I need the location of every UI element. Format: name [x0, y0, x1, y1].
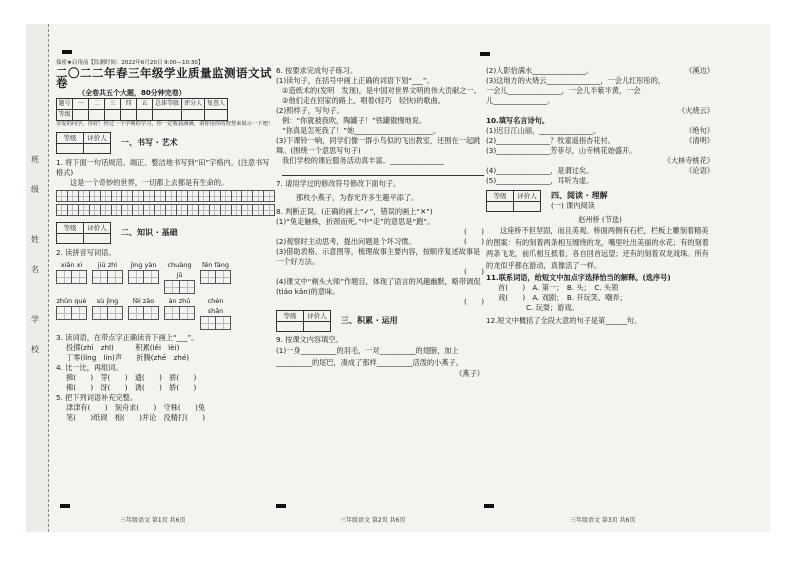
answer-paren[interactable]: ( ) [464, 267, 484, 276]
grader-label: 评价人 [84, 133, 111, 144]
section-heading: 四、阅读 · 理解 [551, 191, 608, 200]
binding-label: 姓 [31, 235, 39, 244]
grade-label: 等级 [277, 311, 304, 322]
question-9-3: (3)这地方的火烧云_______________，一会儿红彤彤的， [486, 76, 666, 85]
page-footer: 三年级语文 第1页 共6页 [120, 517, 186, 524]
grade-label: 等级 [487, 191, 514, 202]
reading-title: 赵州桥 (节选) [578, 215, 622, 224]
question-5-line: 笔( )纸砚 相( )并论 没精打( ) [66, 413, 206, 422]
question-6-1: (1)读句子，在括号中画上正确的词语下划“___”。 [276, 76, 434, 85]
question-10: 10.填写名言诗句。 [486, 116, 550, 125]
grade-cell[interactable] [487, 202, 514, 212]
score-header: 二 [89, 99, 105, 110]
section-heading: 二、知识 · 基础 [121, 228, 178, 237]
question-6-3a: 我们学校的课后服务活动真丰富。_______________ [282, 156, 444, 165]
question-2: 2. 读拼音写词语。 [56, 248, 116, 257]
answer-grid[interactable] [56, 270, 87, 284]
page-footer: 三年级语文 第2页 共6页 [340, 517, 406, 524]
registration-mark [480, 52, 490, 56]
grader-cell[interactable] [514, 202, 541, 212]
writing-grid[interactable] [56, 204, 274, 216]
section-heading: 一、书写 · 艺术 [121, 138, 178, 147]
question-3: 3. 读词语，在带点字正确读音下画上“___”。 [56, 333, 199, 342]
question-10-1: (1)迟日江山丽，_______________。 [486, 126, 601, 135]
page-footer: 三年级语文 第3页 共6页 [570, 517, 636, 524]
question-1: 1. 将下面一句话规范、端正、整洁地书写到“田”字格内。(注意书写格式) [56, 158, 270, 177]
answer-grid[interactable] [200, 316, 231, 330]
question-5-line: 津津有( ) 刻舟求( ) 守株( )兔 [66, 403, 206, 412]
score-cell[interactable] [205, 110, 228, 121]
question-9-1: (1)一身__________的羽毛，一对__________的翅膀，加上__________的尾巴，凑成了那样__________活泼的小燕子。 [276, 346, 463, 367]
writing-grid[interactable] [56, 190, 274, 202]
pinyin: jiū zhì [97, 261, 118, 269]
answer-grid[interactable] [92, 306, 123, 320]
binding-strip [26, 24, 49, 532]
pinyin: fēi zāo [132, 297, 155, 305]
answer-paren[interactable]: ( ) [464, 297, 484, 306]
question-6-2: (2)照样子，写句子。 [276, 106, 344, 115]
answer-paren[interactable]: ( ) [464, 237, 484, 246]
grader-label: 评价人 [84, 223, 111, 234]
grader-label: 评价人 [304, 311, 331, 322]
binding-label: 校 [31, 345, 39, 354]
binding-label: 班 [31, 155, 39, 164]
binding-label: 学 [31, 315, 39, 324]
copy-sentence: 这是一个奇妙的世界，一切都上去都是有生命的。 [70, 178, 229, 187]
answer-grid[interactable] [200, 270, 231, 284]
score-cell[interactable] [153, 110, 182, 121]
score-header: 评分人 [182, 99, 205, 110]
answer-grid[interactable] [92, 270, 123, 284]
question-8-4: (4)课文中“剃头大师”作题目，体现了语言的风趣幽默，略带调侃(tiáo kǎn)的意味。 [276, 277, 481, 296]
question-11: 11.联系词语，给短文中加点字选择恰当的解释。(选序号) [486, 273, 671, 282]
question-7: 7. 请用学过的修改符号修改下面句子。 [276, 179, 401, 188]
binding-label: 名 [31, 265, 39, 274]
answer-grid[interactable] [128, 306, 159, 320]
grade-box [56, 222, 111, 244]
exam-title: 二〇二二年春三年级学业质量监测语文试卷 [56, 66, 272, 90]
question-8: 8. 判断正误。(正确的画上“✓”，错误的画上“✕”) [276, 207, 433, 216]
source-title: 《绝句》 [685, 126, 714, 135]
question-12: 12.短文中概括了全段大意的句子是第______句。 [486, 316, 642, 325]
question-6-1a: ①造纸术的(发明 发现)，是中国对世界文明的伟大贡献之一。 [282, 86, 481, 95]
section-subheading: (一) 课内阅读 [551, 201, 595, 210]
question-9-2: (2)人影恰满水_______________。 [486, 66, 594, 75]
score-cell[interactable] [137, 110, 153, 121]
grade-box [276, 310, 331, 332]
answer-grid[interactable] [164, 306, 195, 320]
greeting: 亲爱的同学，你好！经过一个学期的学习，你一定收获满满，请你用你的智慧来展示一下吧！ [56, 121, 274, 127]
question-5: 5. 把下列词语补充完整。 [56, 393, 138, 402]
grade-box [486, 190, 541, 212]
grader-cell[interactable] [84, 234, 111, 244]
pinyin: zhūn què [56, 297, 87, 305]
score-header: 题号 [57, 99, 73, 110]
grader-cell[interactable] [304, 322, 331, 332]
pinyin-row [56, 296, 274, 330]
question-8-3: (3)借助表格、示意图等，梳理故事主要内容，按顺序复述故事是一个好方法。 [276, 247, 481, 266]
grade-label: 等级 [57, 223, 84, 234]
answer-paren[interactable]: ( ) [464, 227, 484, 236]
registration-mark [276, 504, 286, 508]
question-10-2: (2)_______________？牧童遥指杏花村。 [486, 136, 615, 145]
question-10-5: (5)_______________，耳听为虚。 [486, 176, 594, 185]
question-3-line: 投掷(zhì zhī) 积累(lěi lèi) [66, 343, 180, 352]
answer-grid[interactable] [164, 280, 195, 294]
question-6-1b: ②他们走在回家的路上，唱着(轻巧 轻快)的歌曲。 [282, 96, 445, 105]
question-6-2b: “你真是怎死我了！”她______________________。 [282, 126, 441, 135]
pinyin: chén shān [207, 297, 224, 315]
section-heading: 三、积累 · 运用 [341, 316, 398, 325]
question-9-3: 一会儿_______________，一会儿半紫半黄，一会 [486, 86, 641, 95]
question-10-3: (3)_______________芳菲尽，山寺桃花始盛开。 [486, 146, 637, 155]
reading-passage: 这座桥不但坚固，而且美观。桥面两侧有石栏，栏板上雕刻着精美的图案：有的刻着两条相互缠绕的龙，嘴里吐出美丽的水花；有的刻着两条飞龙，前爪相互抵着，各自回首远望；还有的刻着双龙戏珠。所有的龙似乎都在游动，真像活了一样。 [486, 226, 709, 270]
question-8-1: (1)“兔走触株，折颈而死。”中“走”的意思是“跑”。 [276, 217, 435, 226]
grader-label: 评价人 [514, 191, 541, 202]
source-title: 《溪边》 [685, 66, 714, 75]
question-9: 9. 按课文内容填空。 [276, 335, 343, 344]
binding-label: 级 [31, 185, 39, 194]
source-title: 《火烧云》 [678, 106, 714, 115]
answer-grid[interactable] [56, 306, 87, 320]
question-7-sentence: 那枚小燕子，为春光许多生趣平添了。 [296, 193, 419, 202]
page-2 [276, 66, 484, 379]
question-9-3: 儿_______________。 [486, 96, 555, 105]
question-6: 6. 按要求完成句子练习。 [276, 66, 358, 75]
pinyin: fēn fāng [202, 261, 229, 269]
question-3-line: 丁零(líng lín)声 折腾(zhē zhé) [66, 353, 190, 362]
answer-grid[interactable] [128, 270, 159, 284]
question-11-1: 首( ) A. 第一； B. 头； C. 头领 [498, 283, 619, 292]
question-4-line: 拂( ) 芽( ) 遗( ) 骄( ) [66, 373, 197, 382]
grade-cell[interactable] [57, 234, 84, 244]
grade-cell[interactable] [277, 322, 304, 332]
question-6-3: (3)下课铃一响，同学们像一群小鸟似的飞出教室，还围在一起跳舞。(围绕一个意思写句子) [276, 136, 481, 155]
question-11-3: C. 玩耍；游戏。 [526, 303, 579, 312]
question-10-4: (4)_______________，是谓过矣。 [486, 166, 594, 175]
score-header: 一 [73, 99, 89, 110]
score-table [56, 98, 228, 121]
score-header: 复查人 [205, 99, 228, 110]
writing-cell[interactable] [263, 204, 275, 216]
score-cell[interactable] [89, 110, 105, 121]
source-title: 《燕子》 [455, 369, 484, 378]
score-header: 五 [137, 99, 153, 110]
score-header: 总体等级 [153, 99, 182, 110]
question-4: 4. 比一比，再组词。 [56, 363, 123, 372]
pinyin-row [56, 260, 274, 294]
pinyin: xiān xì [60, 261, 83, 269]
grader-cell[interactable] [84, 144, 111, 154]
answer-line[interactable] [282, 167, 484, 176]
example-sentence: 例：“你就被我吹，陶罐子！”铁罐傲慢地说。 [282, 116, 427, 125]
score-header: 三 [105, 99, 121, 110]
registration-mark [62, 50, 72, 54]
source-title: 《大林寺桃花》 [663, 156, 714, 165]
page-3 [486, 66, 714, 326]
score-row-label: 等级 [57, 110, 73, 121]
exam-subtitle: （全卷共五个大题，80分钟完卷） [78, 89, 186, 97]
pinyin: jìng yàn [130, 261, 157, 269]
pinyin: sù jìng [96, 297, 119, 305]
score-cell[interactable] [182, 110, 205, 121]
source-title: 《论语》 [685, 166, 714, 175]
question-4-line: 佛( ) 讶( ) 诱( ) 娇( ) [66, 383, 197, 392]
pinyin: chuàng jǔ [167, 261, 192, 279]
score-cell[interactable] [73, 110, 89, 121]
registration-mark [60, 504, 70, 508]
registration-mark [484, 504, 494, 508]
grade-cell[interactable] [57, 144, 84, 154]
score-cell[interactable] [105, 110, 121, 121]
question-8-2: (2)观察时主动思考，提出问题是个坏习惯。 ( ) [276, 237, 484, 246]
score-header: 四 [121, 99, 137, 110]
pinyin: àn zhū [168, 297, 191, 305]
source-title: 《清明》 [685, 136, 714, 145]
grade-box [56, 132, 111, 154]
grade-label: 等级 [57, 133, 84, 144]
score-cell[interactable] [121, 110, 137, 121]
question-11-2: 戏( ) A. 戏剧； B. 开玩笑、嘲弄； [498, 293, 627, 302]
page-1 [56, 58, 274, 423]
writing-cell[interactable] [263, 190, 275, 202]
exam-time: 保密★启用前【监测时间：2022年6月20日 9:00—10:30】 [56, 60, 204, 66]
